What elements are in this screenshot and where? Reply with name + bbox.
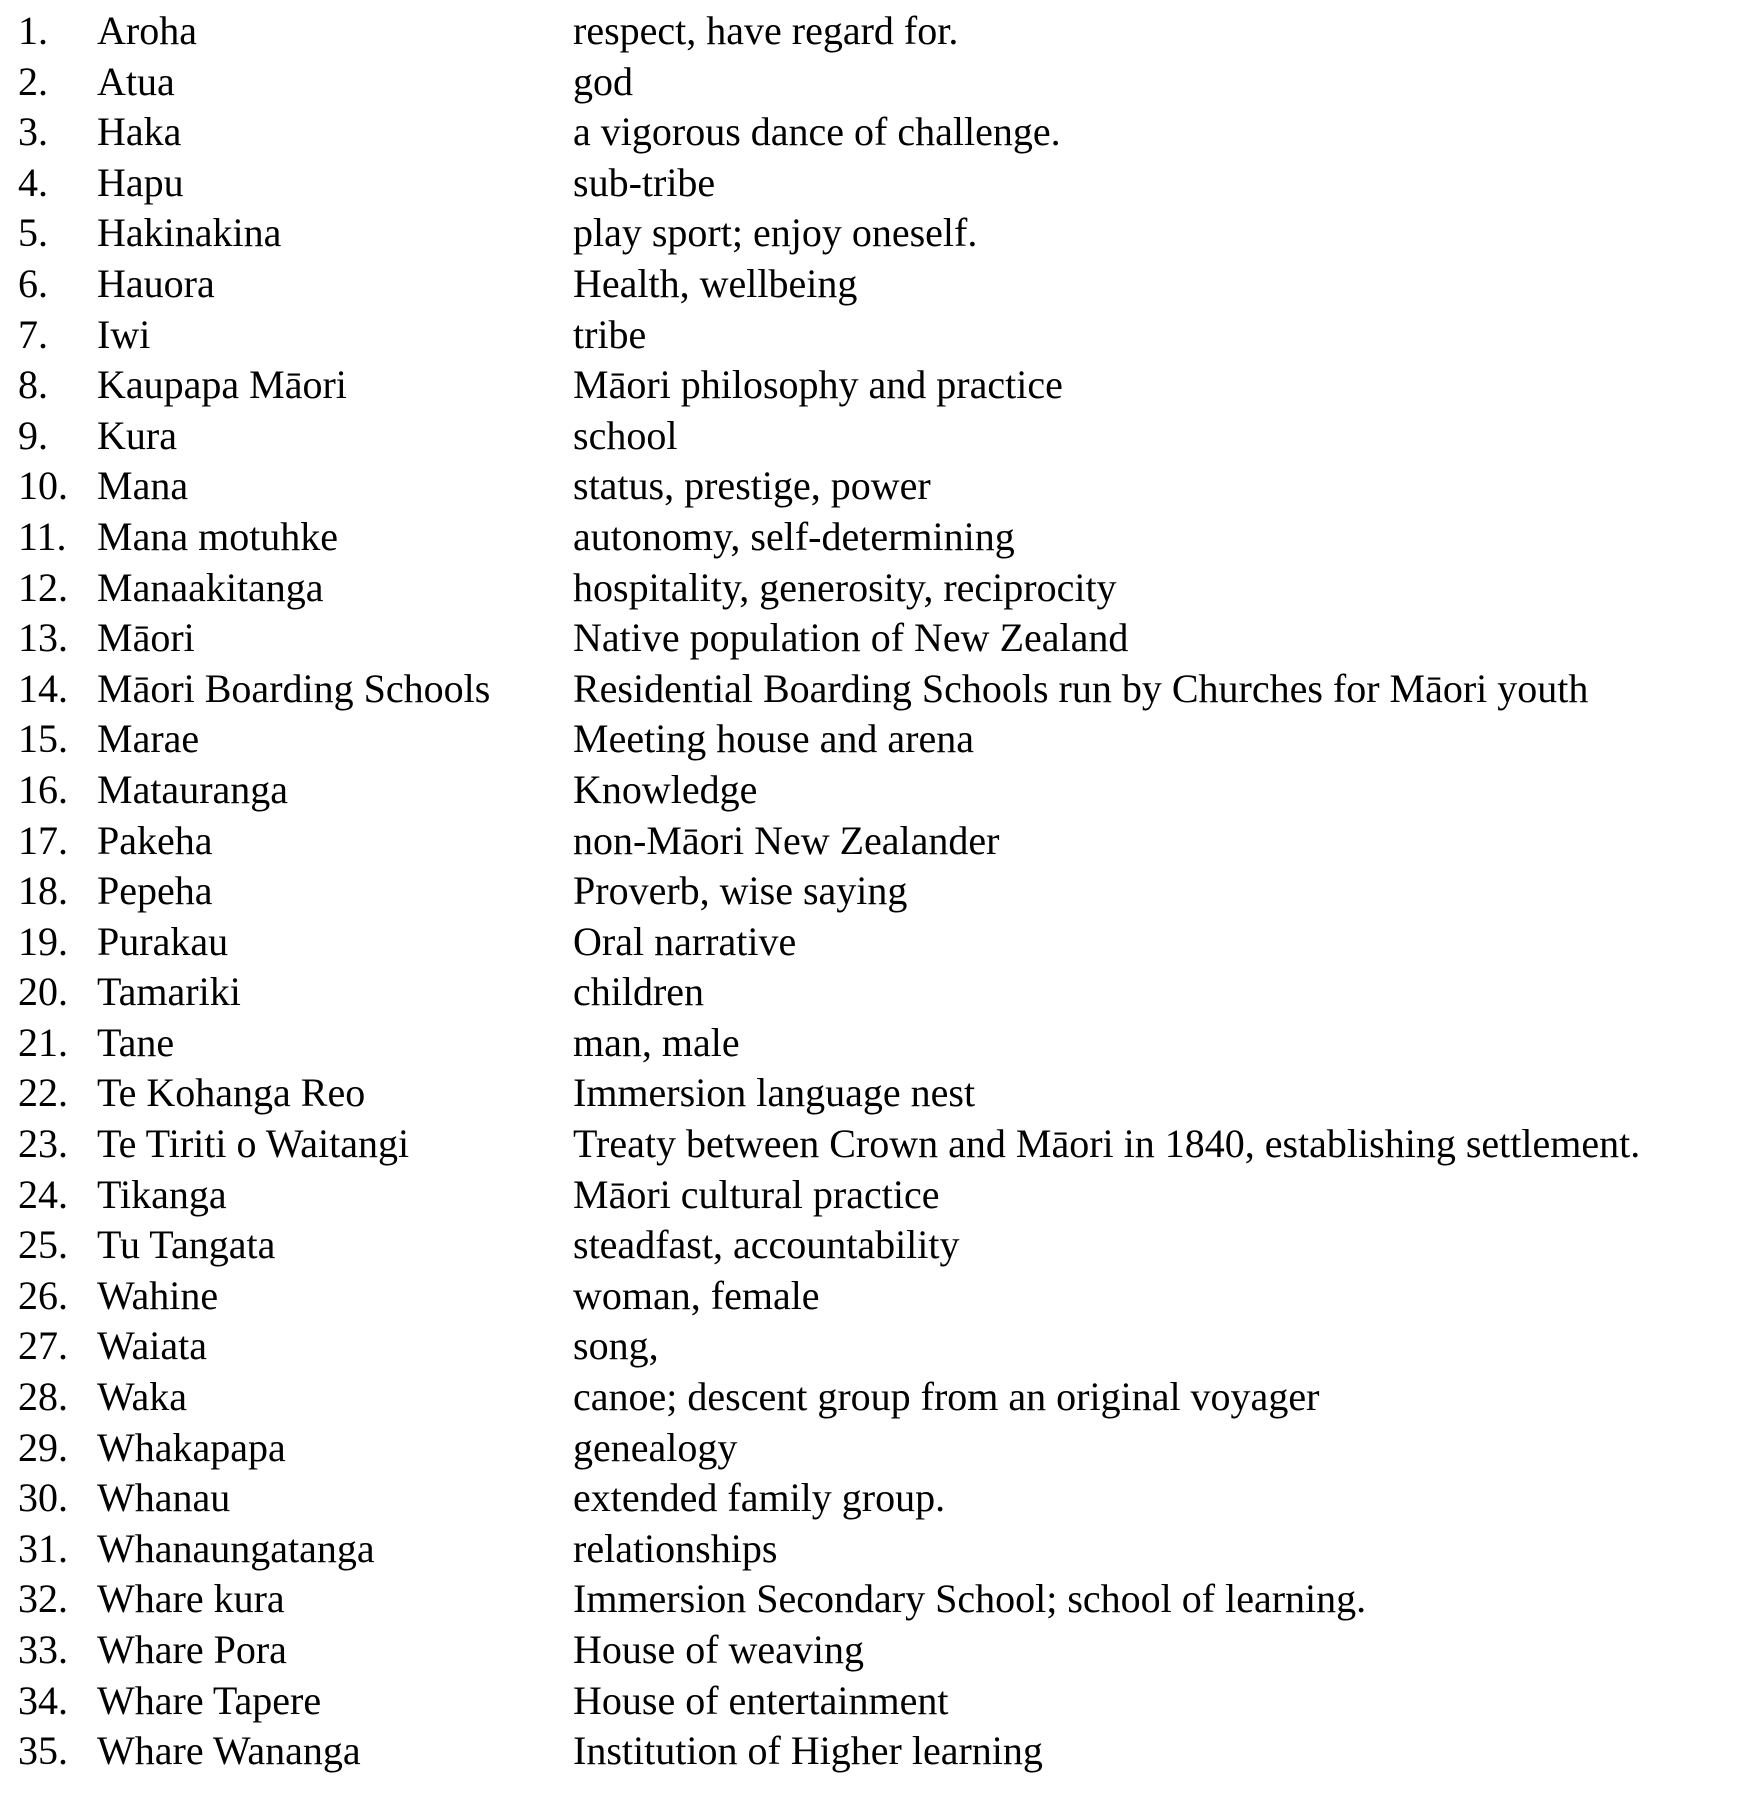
glossary-entry [18,1170,1748,1221]
glossary-entry [18,1625,1748,1676]
glossary-entry [18,1119,1748,1170]
entry-number: 33. [18,1627,68,1672]
entry-number: 13. [18,615,68,661]
entry-definition: children [573,969,705,1015]
entry-term: Whare Tapere [97,1677,322,1723]
entry-term: Tikanga [97,1171,227,1217]
entry-term: Matauranga [97,766,289,812]
entry-number: 30. [18,1475,68,1521]
entry-definition: Institution of Higher learning [573,1728,1043,1774]
entry-number: 21. [18,1019,68,1065]
entry-number: 32. [18,1576,68,1622]
glossary-entry [18,1574,1748,1625]
entry-term: Te Kohanga Reo [97,1070,366,1116]
glossary-entry [18,917,1748,968]
entry-definition: a vigorous dance of challenge. [573,109,1061,155]
glossary-entry [18,512,1748,563]
entry-term: Atua [97,58,175,104]
glossary-entry [18,1321,1748,1372]
entry-term: Whanaungatanga [97,1525,375,1571]
entry-number: 1. [18,8,48,53]
entry-number: 34. [18,1677,68,1723]
glossary-entry [18,1018,1748,1069]
entry-number: 9. [18,412,48,458]
entry-term: Wahine [97,1272,219,1318]
glossary-entry [18,1271,1748,1322]
entry-definition: House of weaving [573,1627,865,1672]
entry-definition: respect, have regard for. [573,8,959,53]
entry-definition: House of entertainment [573,1677,949,1723]
entry-term: Whare Wananga [97,1728,361,1774]
entry-term: Hakinakina [97,210,282,256]
entry-term: Māori [97,615,195,661]
entry-number: 8. [18,362,48,408]
entry-definition: relationships [573,1525,778,1571]
entry-definition: Native population of New Zealand [573,615,1129,661]
entry-definition: Immersion Secondary School; school of learning. [573,1576,1367,1622]
entry-term: Tane [97,1019,175,1065]
entry-definition: god [573,58,633,104]
entry-definition: Oral narrative [573,918,797,964]
glossary-entry [18,1220,1748,1271]
entry-term: Marae [97,716,200,762]
entry-term: Aroha [97,8,197,53]
entry-definition: sub-tribe [573,159,716,205]
entry-number: 25. [18,1222,68,1268]
entry-term: Whare kura [97,1576,285,1622]
entry-definition: song, [573,1323,659,1369]
glossary-entry [18,967,1748,1018]
entry-number: 23. [18,1121,68,1167]
entry-number: 3. [18,109,48,155]
entry-number: 27. [18,1323,68,1369]
entry-number: 24. [18,1171,68,1217]
glossary-entry [18,6,1748,57]
entry-term: Hapu [97,159,184,205]
glossary-entry [18,461,1748,512]
glossary-entry [18,714,1748,765]
entry-number: 14. [18,665,68,711]
entry-number: 28. [18,1374,68,1420]
entry-number: 11. [18,513,67,559]
entry-number: 29. [18,1424,68,1470]
entry-definition: school [573,412,678,458]
entry-number: 17. [18,817,68,863]
glossary-entry [18,664,1748,715]
entry-definition: man, male [573,1019,740,1065]
entry-term: Kura [97,412,177,458]
glossary-entry [18,107,1748,158]
entry-definition: Treaty between Crown and Māori in 1840, establishing settlement. [573,1121,1641,1167]
entry-number: 10. [18,463,68,509]
entry-definition: Immersion language nest [573,1070,976,1116]
entry-term: Haka [97,109,182,155]
entry-definition: Health, wellbeing [573,260,858,306]
glossary-entry [18,563,1748,614]
entry-definition: Proverb, wise saying [573,868,908,914]
entry-number: 26. [18,1272,68,1318]
entry-term: Te Tiriti o Waitangi [97,1121,410,1167]
entry-definition: steadfast, accountability [573,1222,960,1268]
entry-definition: extended family group. [573,1475,946,1521]
glossary-entry [18,1372,1748,1423]
entry-term: Hauora [97,260,215,306]
entry-definition: woman, female [573,1272,820,1318]
entry-number: 16. [18,766,68,812]
entry-definition: play sport; enjoy oneself. [573,210,978,256]
entry-term: Māori Boarding Schools [97,665,491,711]
glossary-entry [18,1473,1748,1524]
glossary-entry [18,613,1748,664]
entry-number: 18. [18,868,68,914]
entry-definition: status, prestige, power [573,463,931,509]
entry-term: Tu Tangata [97,1222,276,1268]
entry-definition: non-Māori New Zealander [573,817,1000,863]
glossary-entry [18,1068,1748,1119]
entry-number: 20. [18,969,68,1015]
entry-definition: Residential Boarding Schools run by Churches for Māori youth [573,665,1589,711]
entry-number: 12. [18,564,68,610]
glossary-entry [18,158,1748,209]
entry-definition: Māori philosophy and practice [573,362,1063,408]
glossary-entry [18,1423,1748,1474]
entry-number: 7. [18,311,48,357]
glossary-entry [18,259,1748,310]
entry-number: 15. [18,716,68,762]
entry-term: Kaupapa Māori [97,362,347,408]
entry-definition: hospitality, generosity, reciprocity [573,564,1117,610]
entry-term: Mana [97,463,189,509]
entry-number: 2. [18,58,48,104]
glossary-list [18,6,1748,1777]
glossary-entry [18,411,1748,462]
entry-term: Pepeha [97,868,213,914]
glossary-entry [18,1676,1748,1727]
entry-term: Tamariki [97,969,241,1015]
entry-number: 35. [18,1728,68,1774]
glossary-entry [18,765,1748,816]
entry-term: Mana motuhke [97,513,339,559]
entry-term: Manaakitanga [97,564,324,610]
entry-number: 5. [18,210,48,256]
entry-term: Waiata [97,1323,208,1369]
glossary-entry [18,208,1748,259]
entry-term: Purakau [97,918,229,964]
entry-term: Waka [97,1374,188,1420]
glossary-entry [18,360,1748,411]
entry-term: Whakapapa [97,1424,286,1470]
entry-number: 6. [18,260,48,306]
entry-number: 4. [18,159,48,205]
entry-number: 22. [18,1070,68,1116]
glossary-entry [18,816,1748,867]
entry-number: 31. [18,1525,68,1571]
glossary-entry [18,57,1748,108]
entry-definition: genealogy [573,1424,738,1470]
entry-definition: Meeting house and arena [573,716,974,762]
entry-definition: Knowledge [573,766,758,812]
entry-definition: Māori cultural practice [573,1171,940,1217]
entry-definition: canoe; descent group from an original voyager [573,1374,1320,1420]
glossary-entry [18,1726,1748,1777]
glossary-entry [18,1524,1748,1575]
entry-term: Whanau [97,1475,231,1521]
entry-term: Whare Pora [97,1627,287,1672]
glossary-entry [18,310,1748,361]
entry-term: Iwi [97,311,151,357]
entry-definition: tribe [573,311,647,357]
glossary-entry [18,866,1748,917]
entry-definition: autonomy, self-determining [573,513,1015,559]
entry-number: 19. [18,918,68,964]
entry-term: Pakeha [97,817,213,863]
